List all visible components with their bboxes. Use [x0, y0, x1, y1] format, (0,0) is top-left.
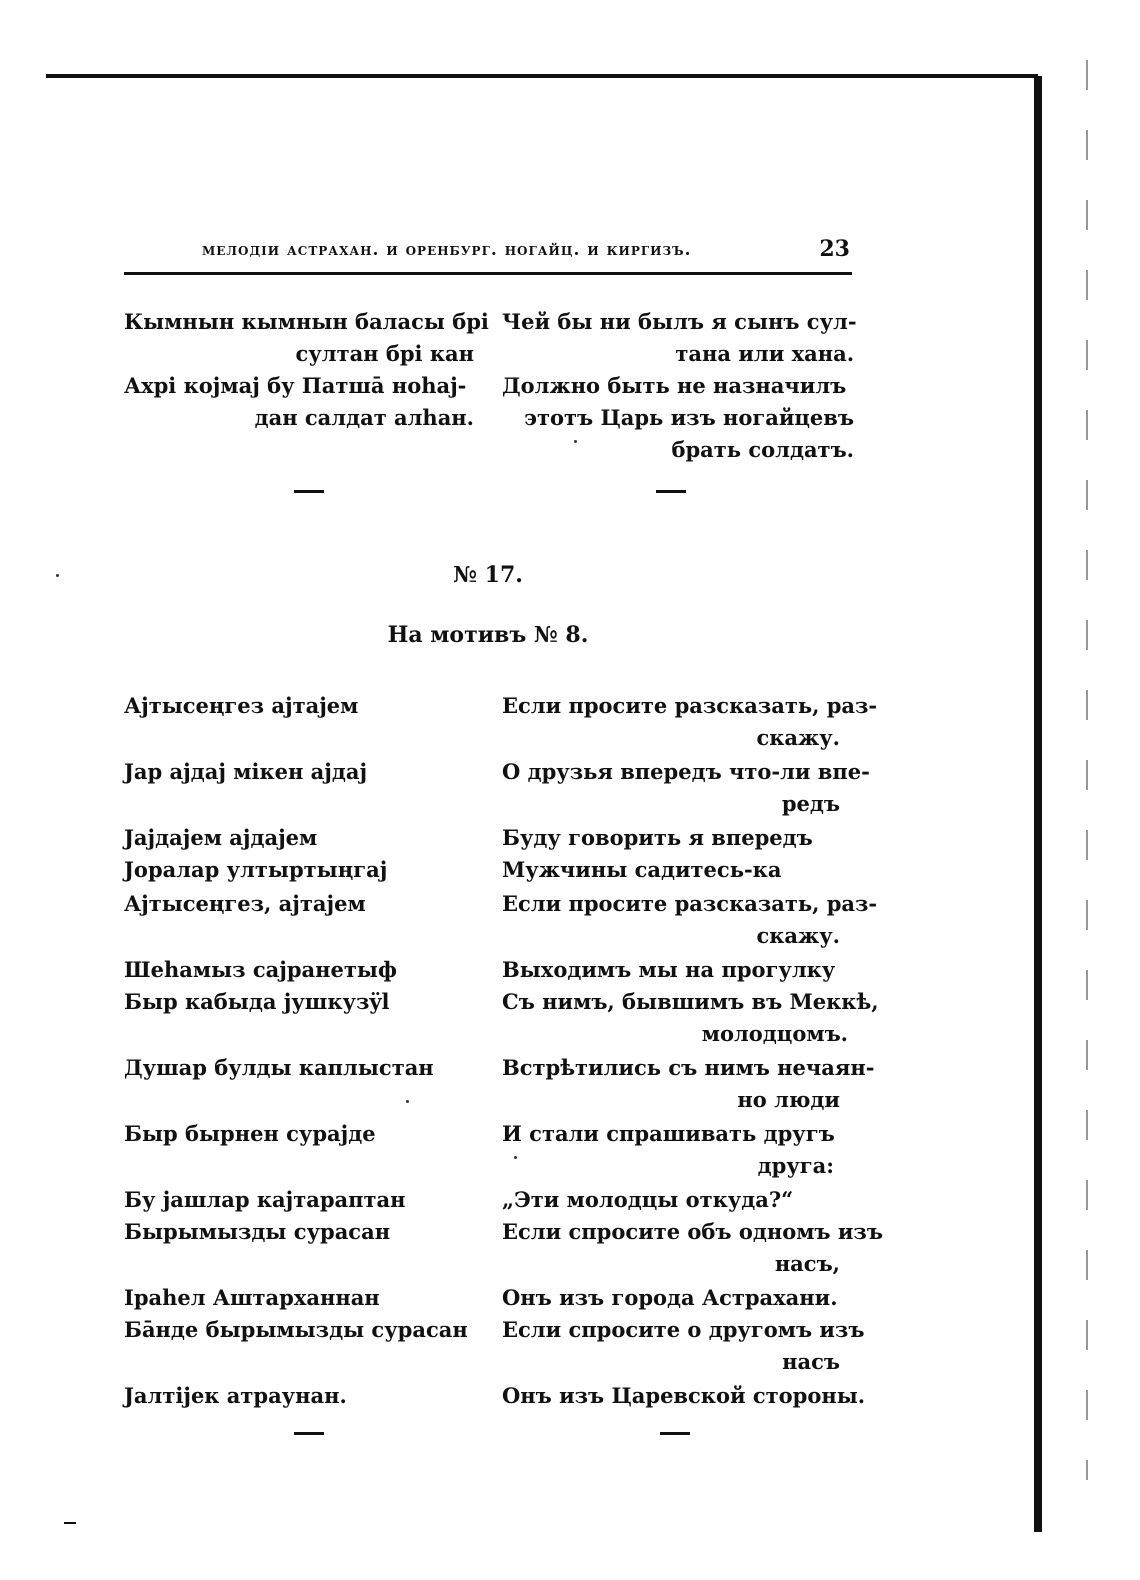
- text-line: Быр бырнен сурајде: [124, 1121, 376, 1146]
- poem-end-dash-right: [660, 1432, 690, 1435]
- text-line: О друзья впередъ что-ли впе-: [502, 759, 870, 784]
- text-line: Буду говорить я впередъ: [502, 825, 813, 850]
- scan-speck: [406, 1100, 409, 1103]
- page-right-border: [1034, 76, 1042, 1532]
- text-line: Встрѣтились съ нимъ нечаян-: [502, 1055, 875, 1080]
- poem-translation: [502, 0, 883, 1500]
- scan-speck: [574, 440, 577, 443]
- text-line: этотъ Царь изъ ногайцевъ: [524, 405, 854, 430]
- page-number: 23: [819, 236, 850, 262]
- text-line: скажу.: [756, 923, 840, 948]
- text-line: Онъ изъ Царевской стороны.: [502, 1383, 866, 1408]
- poem-number: № 17.: [453, 562, 523, 588]
- text-line: Душар булды каплыстан: [124, 1055, 434, 1080]
- scan-mark: [64, 1522, 76, 1524]
- text-line: Јајдајем ајдајем: [124, 825, 318, 850]
- poem-tune: На мотивъ № 8.: [387, 622, 589, 648]
- text-line: скажу.: [756, 725, 840, 750]
- text-line: Если просите разсказать, раз-: [502, 693, 878, 718]
- text-line: редъ: [781, 791, 840, 816]
- text-line: Ахрі којмај бу Патшā ноһај-: [124, 373, 467, 398]
- text-line: Съ нимъ, бывшимъ въ Меккѣ,: [502, 989, 879, 1014]
- running-title: мелодіи астрахан. и оренбург. ногайц. и киргизъ.: [202, 240, 692, 260]
- scan-speck: [56, 574, 59, 577]
- text-line: И стали спрашивать другъ: [502, 1121, 835, 1146]
- text-line: Кымнын кымнын баласы брі: [124, 309, 489, 334]
- text-line: Јалтіјек атраунан.: [124, 1383, 347, 1408]
- text-line: Бу јашлар кајтараптан: [124, 1187, 406, 1212]
- text-line: насъ,: [774, 1251, 840, 1276]
- text-line: Быр кабыда јушкузÿl: [124, 989, 390, 1014]
- scan-edge-marks: [1086, 60, 1088, 1480]
- text-line: Іраһел Аштарханнан: [124, 1285, 380, 1310]
- text-line: Если просите разсказать, раз-: [502, 891, 878, 916]
- text-line: Јар ајдај мікен ајдај: [124, 759, 368, 784]
- text-line: Бырымызды сурасан: [124, 1219, 391, 1244]
- poem-end-dash-left: [294, 1432, 324, 1435]
- scan-speck: [514, 1156, 517, 1159]
- text-line: Ајтысеңгез, ајтајем: [124, 891, 366, 916]
- text-line: Если спросите объ одномъ изъ: [502, 1219, 883, 1244]
- text-line: дан салдат алһан.: [254, 405, 474, 430]
- text-line: насъ: [782, 1349, 840, 1374]
- text-line: Бāнде бырымызды сурасан: [124, 1317, 468, 1342]
- text-line: Если спросите о другомъ изъ: [502, 1317, 865, 1342]
- text-line: друга:: [757, 1153, 834, 1178]
- text-line: молодцомъ.: [701, 1021, 848, 1046]
- text-line: Ајтысеңгез ајтајем: [124, 693, 359, 718]
- text-line: Должно быть не назначилъ: [502, 373, 847, 398]
- text-line: „Эти молодцы откуда?“: [502, 1187, 794, 1212]
- text-line: Выходимъ мы на прогулку: [502, 957, 836, 982]
- text-line: султан брі кан: [295, 341, 474, 366]
- text-line: Јоралар ултыртыңгај: [124, 857, 388, 882]
- text-line: Онъ изъ города Астрахани.: [502, 1285, 838, 1310]
- text-line: но люди: [737, 1087, 840, 1112]
- text-line: Мужчины садитесь-ка: [502, 857, 782, 882]
- text-line: брать солдатъ.: [671, 437, 854, 462]
- text-line: Шеһамыз сајранетыф: [124, 957, 397, 982]
- text-line: Чей бы ни былъ я сынъ сул-: [502, 309, 857, 334]
- text-line: тана или хана.: [675, 341, 854, 366]
